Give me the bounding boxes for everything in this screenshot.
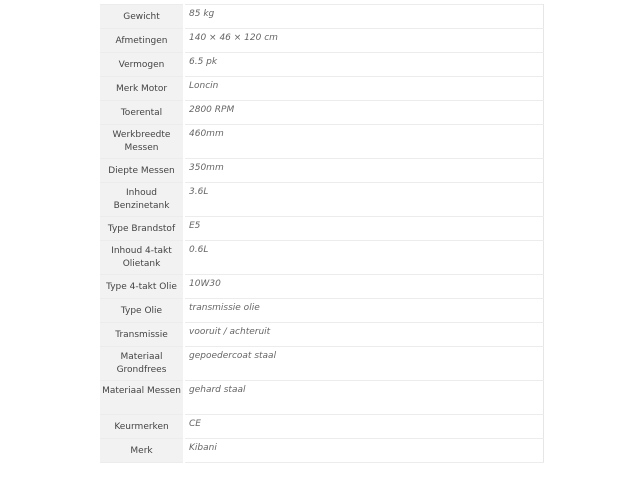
table-row <box>100 347 544 381</box>
spec-label: Merk Motor <box>100 77 184 101</box>
table-row <box>100 159 544 183</box>
spec-value: 2800 RPM <box>184 101 544 125</box>
spec-value: gehard staal <box>184 381 544 415</box>
table-row <box>100 77 544 101</box>
spec-label: Gewicht <box>100 5 184 29</box>
spec-label: Vermogen <box>100 53 184 77</box>
table-row <box>100 241 544 275</box>
spec-label: Type Brandstof <box>100 217 184 241</box>
spec-value: vooruit / achteruit <box>184 323 544 347</box>
table-row <box>100 439 544 463</box>
spec-label: Werkbreedte Messen <box>100 125 184 159</box>
table-row <box>100 101 544 125</box>
spec-label: Transmissie <box>100 323 184 347</box>
specifications-table <box>100 4 544 463</box>
spec-value: transmissie olie <box>184 299 544 323</box>
spec-label: Type 4-takt Olie <box>100 275 184 299</box>
spec-value: 140 × 46 × 120 cm <box>184 29 544 53</box>
spec-value: 85 kg <box>184 5 544 29</box>
spec-label: Inhoud 4-takt Olietank <box>100 241 184 275</box>
spec-label: Materiaal Messen <box>100 381 184 415</box>
spec-value: CE <box>184 415 544 439</box>
table-row <box>100 125 544 159</box>
spec-value: 460mm <box>184 125 544 159</box>
spec-label: Keurmerken <box>100 415 184 439</box>
table-row <box>100 299 544 323</box>
spec-value: Loncin <box>184 77 544 101</box>
spec-value: 6.5 pk <box>184 53 544 77</box>
spec-value: 3.6L <box>184 183 544 217</box>
spec-value: 350mm <box>184 159 544 183</box>
table-row <box>100 183 544 217</box>
spec-value: Kibani <box>184 439 544 463</box>
spec-label: Merk <box>100 439 184 463</box>
spec-label: Diepte Messen <box>100 159 184 183</box>
spec-value: gepoedercoat staal <box>184 347 544 381</box>
table-row <box>100 217 544 241</box>
spec-value: E5 <box>184 217 544 241</box>
spec-value: 10W30 <box>184 275 544 299</box>
spec-value: 0.6L <box>184 241 544 275</box>
spec-label: Inhoud Benzinetank <box>100 183 184 217</box>
table-row <box>100 415 544 439</box>
spec-label: Materiaal Grondfrees <box>100 347 184 381</box>
table-row <box>100 5 544 29</box>
table-row <box>100 53 544 77</box>
table-row <box>100 29 544 53</box>
spec-label: Toerental <box>100 101 184 125</box>
table-row <box>100 275 544 299</box>
table-row <box>100 381 544 415</box>
table-row <box>100 323 544 347</box>
spec-label: Type Olie <box>100 299 184 323</box>
spec-label: Afmetingen <box>100 29 184 53</box>
